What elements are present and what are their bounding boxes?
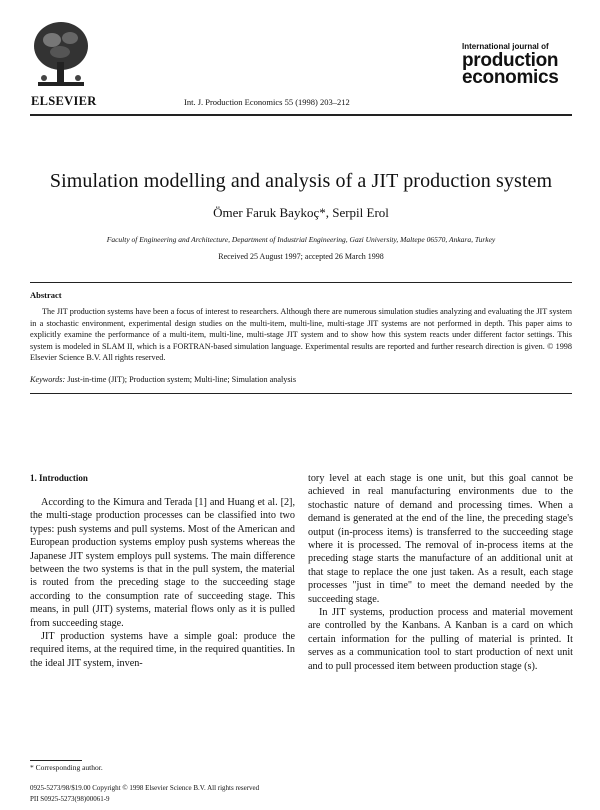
right-column	[308, 472, 573, 673]
author-affiliation: Faculty of Engineering and Architecture, Department of Industrial Engineering, Gazi University, Maltepe 06570, Ankara, Turkey	[106, 235, 496, 244]
received-dates: Received 25 August 1997; accepted 26 March 1998	[218, 252, 384, 261]
keywords-line	[30, 375, 572, 384]
abstract-bottom-rule	[30, 393, 572, 394]
right-paragraph-1: tory level at each stage is one unit, but this goal cannot be achieved in real manufacturing environments due to the stochastic nature of demand and processing times. When a demand is generated at the end of the line, the preceding stage's output (in-process items) is transferred to the succeeding stage where it is processed. The removal of in-process items at the preceding stage starts the manufacture of an additional unit at that stage to replace the one just taken. As a result, each stage processes "just in time" to meet the demand needed by the succeeding stage.	[308, 473, 573, 605]
footnote-rule	[30, 760, 82, 761]
right-paragraph-2: In JIT systems, production process and material movement are controlled by the Kanbans. A Kanban is a card on which certain information for the pulling of material is printed. It serves as a communication tool to start production of next unit and to pull processed item between production stage (s).	[308, 607, 573, 672]
left-paragraph-1: According to the Kimura and Terada [1] and Huang et al. [2], the multi-stage production processes can be classified into two types: push systems and pull systems. Most of the American and European production systems employ push systems whereas the Japanese JIT system employs pull systems. The main difference between the two systems is that in the pull system, the material is routed from the preceding stage to the succeeding stage according to the consumption rate of succeeding stage. This means, in pull (JIT) systems, material flows only as it is pulled from succeeding stage.	[30, 497, 295, 629]
journal-citation: Int. J. Production Economics 55 (1998) 203–212	[184, 97, 350, 107]
section-heading: 1. Introduction	[30, 473, 88, 483]
copyright-block	[30, 783, 259, 805]
journal-brand-small: International journal of	[462, 42, 549, 51]
article-title: Simulation modelling and analysis of a JIT production system	[49, 170, 553, 192]
abstract-top-rule	[30, 282, 572, 283]
keywords-label: Keywords:	[30, 375, 66, 384]
journal-brand-line1: production	[462, 50, 559, 71]
pii-line: PII S0925-5273(98)00061-9	[30, 795, 110, 803]
publisher-name: ELSEVIER	[31, 94, 97, 108]
abstract-text: The JIT production systems have been a focus of interest to researchers. Although there are numerous simulation studies analyzing and evaluating the JIT system in a stochastic environment, experimental design studies on the multi-item, multi-line, multi-stage JIT systems are not performed in depth. This paper aims to explicitly examine the performance of a multi-item, multi-line, multi-stage JIT system and to show how this system reacts under different factor settings. This system is modeled in SLAM II, which is a FORTRAN-based simulation language. Experimental results are reported and further research direction is given. © 1998 Elsevier Science B.V. All rights reserved.	[30, 307, 572, 363]
left-column	[30, 496, 295, 670]
journal-brand-line2: economics	[462, 67, 559, 88]
copyright-line: 0925-5273/98/$19.00 Copyright © 1998 Elsevier Science B.V. All rights reserved	[30, 784, 260, 792]
abstract-heading: Abstract	[30, 290, 62, 300]
header-rule	[30, 114, 572, 116]
corresponding-author-footnote: * Corresponding author.	[30, 763, 103, 772]
elsevier-tree-logo-icon	[30, 18, 92, 90]
left-paragraph-2: JIT production systems have a simple goal: produce the required items, at the required time, in the required quantities. In the ideal JIT system, inven-	[30, 631, 295, 669]
journal-brand	[462, 42, 582, 86]
keywords-list: Just-in-time (JIT); Production system; Multi-line; Simulation analysis	[67, 375, 297, 384]
article-authors: Ömer Faruk Baykoç*, Serpil Erol	[213, 205, 389, 220]
